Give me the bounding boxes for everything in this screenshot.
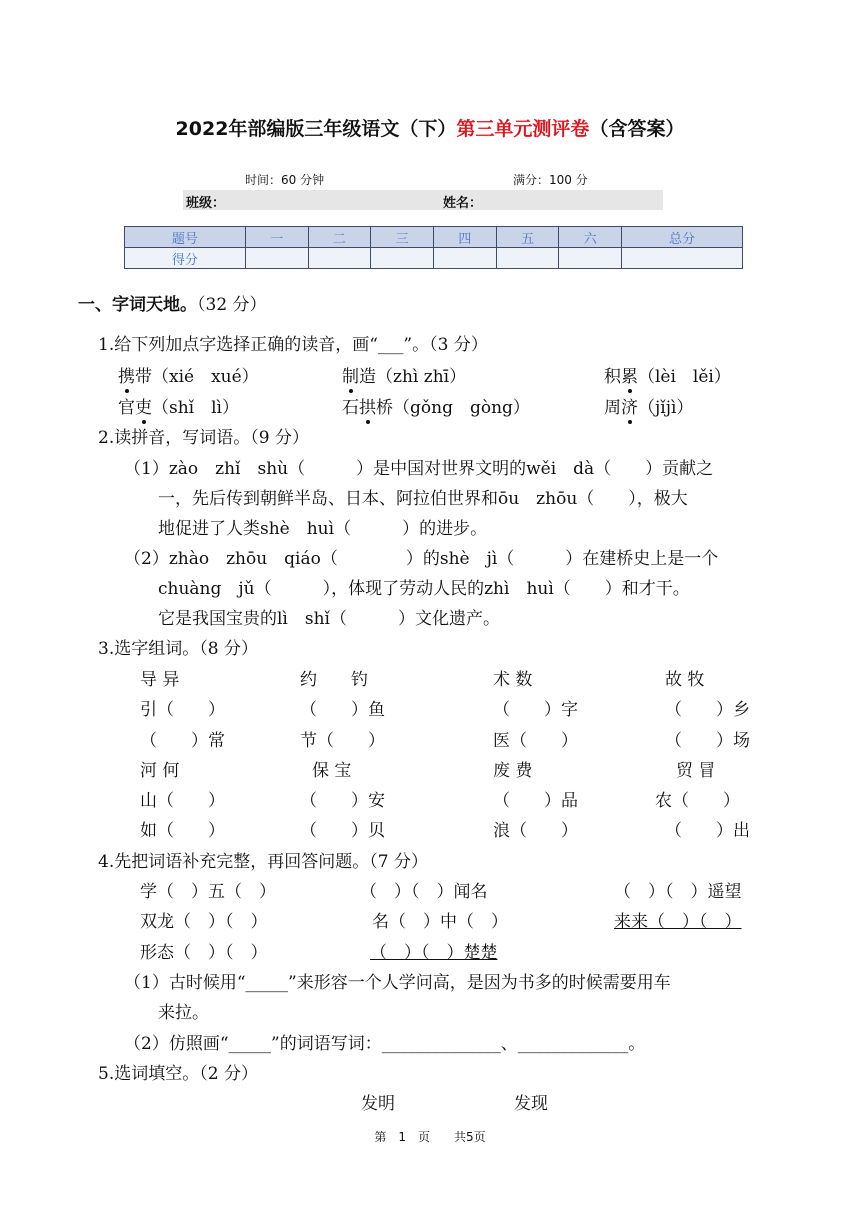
title-tail: （含答案） [589,118,685,140]
q3-cell: 山（ ） [140,791,225,811]
q4-word: 学（ ）五（ ） [140,882,276,902]
q4-word: （ ）（ ）遥望 [614,882,742,902]
q3-cell: 引（ ） [140,700,225,720]
q3-cell: 河 何 [140,761,180,781]
q4-word-underlined: （ ）（ ）楚楚 [370,943,498,963]
q1-prompt: 1.给下列加点字选择正确的读音，画“___”。（3 分） [98,335,488,355]
score-cell[interactable] [559,248,622,269]
q3-cell: 废 费 [493,761,533,781]
q2-line: chuàng jǔ（ ），体现了劳动人民的zhì huì（ ）和才干。 [158,579,690,599]
q2-line: 它是我国宝贵的lì shǐ（ ）文化遗产。 [158,609,500,629]
q3-cell: （ ）贝 [300,821,385,841]
q4-sub-question: （2）仿照画“_____”的词语写词：______________、_____________。 [124,1034,646,1054]
q3-cell: 保 宝 [312,761,352,781]
score-cell[interactable] [308,248,371,269]
q4-sub-question-cont: 来拉。 [158,1003,209,1023]
q5-word: 发明 [361,1094,395,1114]
q4-word: 双龙（ ）（ ） [140,912,268,932]
q3-cell: （ ）安 [300,791,385,811]
q3-cell: （ ）场 [665,731,750,751]
score-table-header [125,227,743,248]
q3-cell: （ ）乡 [665,700,750,720]
q3-cell: 约 钓 [300,670,368,690]
q3-cell: （ ）品 [493,791,578,811]
header-cell: 五 [496,227,559,248]
title-highlight: 第三单元测评卷 [456,118,590,140]
q1-item: 制造（zhì zhī） [342,367,467,387]
q4-word: （ ）（ ）闻名 [360,882,488,902]
q3-cell: （ ）鱼 [300,700,385,720]
header-cell: 三 [371,227,434,248]
q1-item: 周济（jǐjì） [604,398,694,418]
class-label: 班级： [186,196,226,211]
q3-cell: 医（ ） [493,731,578,751]
score-cell[interactable] [622,248,743,269]
q3-cell: 贸 冒 [676,761,716,781]
q4-word: 名（ ）中（ ） [372,912,508,932]
q3-cell: 故 牧 [665,670,705,690]
q3-cell: 术 数 [493,670,533,690]
q3-cell: 节（ ） [300,731,385,751]
q3-cell: 浪（ ） [493,821,578,841]
q5-word: 发现 [514,1094,548,1114]
header-cell: 一 [245,227,308,248]
q1-item: 积累（lèi lěi） [604,367,731,387]
score-cell[interactable] [433,248,496,269]
q3-cell: 如（ ） [140,821,225,841]
title-main: 2022年部编版三年级语文（下） [175,118,457,140]
header-cell: 四 [433,227,496,248]
score-row-label: 得分 [125,248,246,269]
q4-prompt: 4.先把词语补充完整，再回答问题。（7 分） [98,852,428,872]
score-cell[interactable] [496,248,559,269]
q5-prompt: 5.选词填空。（2 分） [98,1064,258,1084]
q3-cell: （ ）出 [665,821,750,841]
q2-line: （1）zào zhǐ shù（ ）是中国对世界文明的wěi dà（ ）贡献之 [124,459,714,479]
q1-item: 官吏（shǐ lì） [118,398,239,418]
exam-time: 时间：60 分钟 [245,173,325,187]
section-points: （32 分） [197,295,267,315]
header-cell: 总分 [622,227,743,248]
q3-cell: 农（ ） [655,791,740,811]
q4-word: 形态（ ）（ ） [140,943,268,963]
score-table-row [125,248,743,269]
score-cell[interactable] [371,248,434,269]
header-cell: 二 [308,227,371,248]
q2-prompt: 2.读拼音，写词语。（9 分） [98,428,309,448]
full-score: 满分：100 分 [513,173,588,187]
page-footer: 第 1 页 共5页 [374,1130,486,1144]
q3-prompt: 3.选字组词。（8 分） [98,639,258,659]
q1-item: 携带（xié xué） [118,367,259,387]
q2-line: （2）zhào zhōu qiáo（ ）的shè jì（ ）在建桥史上是一个 [124,549,719,569]
q4-sub-question: （1）古时候用“_____”来形容一个人学问高，是因为书多的时候需要用车 [124,973,671,993]
header-cell: 题号 [125,227,246,248]
score-table [124,226,743,269]
name-label: 姓名： [443,196,483,211]
student-info-bar [183,190,663,210]
q3-cell: （ ）字 [493,700,578,720]
page-title [0,114,860,141]
score-cell[interactable] [245,248,308,269]
q4-word-underlined: 来来（ ）（ ） [614,912,742,932]
section-heading [78,290,267,315]
header-cell: 六 [559,227,622,248]
q1-item: 石拱桥（gǒng gòng） [342,398,530,418]
q3-cell: 导 异 [140,670,180,690]
q2-line: 地促进了人类shè huì（ ）的进步。 [158,519,488,539]
q3-cell: （ ）常 [140,731,225,751]
section-title: 一、字词天地。 [78,295,197,315]
q2-line: 一，先后传到朝鲜半岛、日本、阿拉伯世界和ōu zhōu（ ），极大 [158,489,688,509]
